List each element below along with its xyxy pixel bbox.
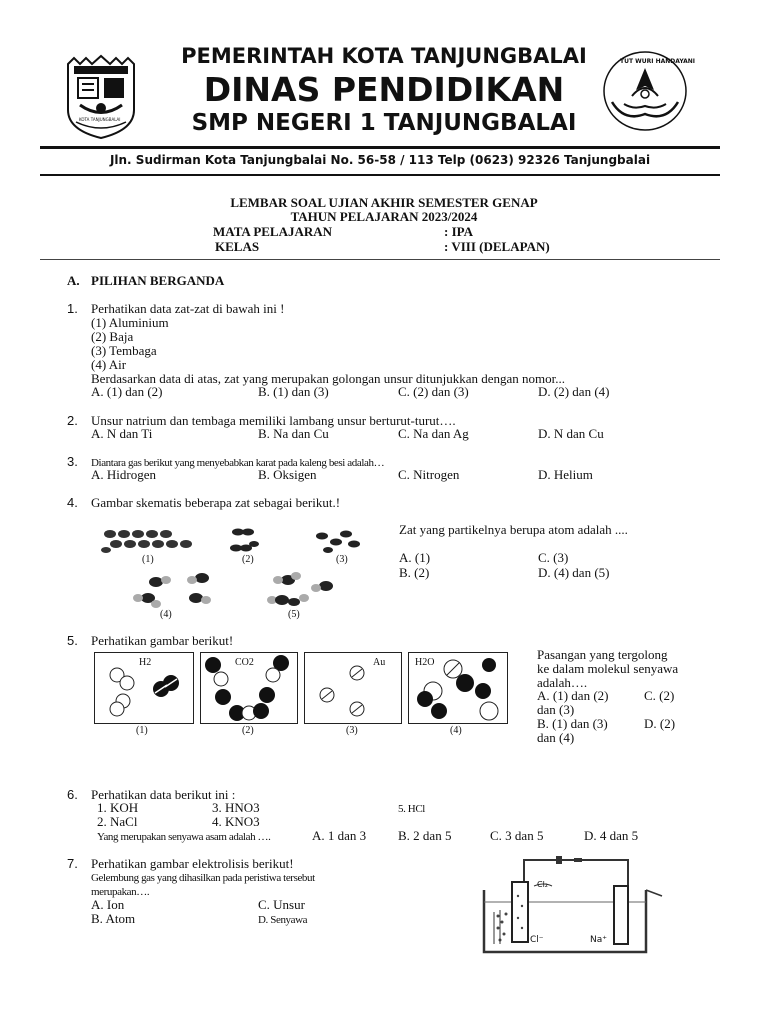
q7-option-c[interactable]: C. Unsur <box>258 897 305 912</box>
q5-box-2-title: CO2 <box>235 657 254 668</box>
q4-fig-label-2: (2) <box>242 554 254 565</box>
header-department: DINAS PENDIDIKAN <box>203 70 565 109</box>
q4-question: Zat yang partikelnya berupa atom adalah .... <box>399 522 628 537</box>
q5-question-line3: adalah…. <box>537 675 588 690</box>
q7-electrolysis-figure <box>478 856 668 956</box>
subject-label: MATA PELAJARAN <box>213 224 333 239</box>
q4-fig-label-4: (4) <box>160 609 172 620</box>
q6-item-5: 5. HCl <box>398 803 425 815</box>
tut-wuri-caption: TUT WURI HANDAYANI <box>620 58 695 65</box>
q5-option-d-cont: dan (4) <box>537 730 575 745</box>
q6-prompt: Perhatikan data berikut ini : <box>91 787 236 802</box>
q2-number: 2. <box>67 413 78 428</box>
exam-year: TAHUN PELAJARAN 2023/2024 <box>290 209 478 224</box>
q2-option-c[interactable]: C. Na dan Ag <box>398 426 469 441</box>
exam-title: LEMBAR SOAL UJIAN AKHIR SEMESTER GENAP <box>230 195 538 210</box>
q5-box-4 <box>408 652 508 724</box>
q1-item-3: (3) Tembaga <box>91 343 157 358</box>
q5-option-a[interactable]: A. (1) dan (2) <box>537 688 609 703</box>
q1-item-1: (1) Aluminium <box>91 315 169 330</box>
q2-option-a[interactable]: A. N dan Ti <box>91 426 153 441</box>
q1-option-a[interactable]: A. (1) dan (2) <box>91 384 163 399</box>
q5-box-1-title: H2 <box>139 657 152 668</box>
q1-option-d[interactable]: D. (2) dan (4) <box>538 384 610 399</box>
q7-line3: merupakan…. <box>91 886 150 898</box>
q5-box-4-title: H2O <box>415 657 435 668</box>
header-school: SMP NEGERI 1 TANJUNGBALAI <box>191 110 577 136</box>
q7-fig-label-cl2: Cl₂ <box>537 880 549 889</box>
q7-fig-label-cl-ion: Cl⁻ <box>530 935 544 945</box>
section-title: PILIHAN BERGANDA <box>91 273 225 288</box>
q6-option-a[interactable]: A. 1 dan 3 <box>312 828 367 843</box>
q3-prompt: Diantara gas berikut yang menyebabkan karat pada kaleng besi adalah… <box>91 457 385 469</box>
q1-option-c[interactable]: C. (2) dan (3) <box>398 384 469 399</box>
q5-label-2: (2) <box>242 725 254 736</box>
header-rule-thick <box>40 146 720 149</box>
q5-number: 5. <box>67 633 78 648</box>
city-emblem-caption: KOTA TANJUNGBALAI <box>79 117 121 122</box>
q4-option-b[interactable]: B. (2) <box>399 565 430 580</box>
q5-box-4-molecules <box>409 653 507 723</box>
q5-box-2 <box>200 652 298 724</box>
title-divider <box>40 259 720 260</box>
header-address: Jln. Sudirman Kota Tanjungbalai No. 56-58 / 113 Telp (0623) 92326 Tanjungbalai <box>109 153 651 167</box>
header-rule-bottom <box>40 174 720 176</box>
q6-item-4: 4. KNO3 <box>212 814 260 829</box>
q4-fig-label-1: (1) <box>142 554 154 565</box>
section-letter: A. <box>67 273 80 288</box>
q5-option-c-cont: dan (3) <box>537 702 575 717</box>
q5-prompt: Perhatikan gambar berikut! <box>91 633 234 648</box>
q3-option-b[interactable]: B. Oksigen <box>258 467 317 482</box>
q1-item-4: (4) Air <box>91 357 127 372</box>
q5-option-c[interactable]: C. (2) <box>644 688 675 703</box>
q4-option-d[interactable]: D. (4) dan (5) <box>538 565 610 580</box>
q3-option-c[interactable]: C. Nitrogen <box>398 467 460 482</box>
q7-line2: Gelembung gas yang dihasilkan pada peristiwa tersebut <box>91 872 315 884</box>
q3-number: 3. <box>67 454 78 469</box>
q1-prompt: Perhatikan data zat-zat di bawah ini ! <box>91 301 285 316</box>
q7-prompt: Perhatikan gambar elektrolisis berikut! <box>91 856 294 871</box>
q3-option-d[interactable]: D. Helium <box>538 467 593 482</box>
q7-fig-label-na-ion: Na⁺ <box>590 935 607 945</box>
class-value: : VIII (DELAPAN) <box>444 239 550 254</box>
q4-option-a[interactable]: A. (1) <box>399 550 431 565</box>
q2-option-d[interactable]: D. N dan Cu <box>538 426 604 441</box>
q5-box-3-atoms <box>305 653 401 723</box>
q5-label-1: (1) <box>136 725 148 736</box>
q6-item-2: 2. NaCl <box>97 814 138 829</box>
q4-particle-figure <box>96 520 386 626</box>
q6-option-c[interactable]: C. 3 dan 5 <box>490 828 544 843</box>
q4-fig-label-3: (3) <box>336 554 348 565</box>
q5-box-1 <box>94 652 194 724</box>
q4-fig-label-5: (5) <box>288 609 300 620</box>
q5-question-line1: Pasangan yang tergolong <box>537 647 668 662</box>
q4-option-c[interactable]: C. (3) <box>538 550 569 565</box>
q5-label-3: (3) <box>346 725 358 736</box>
q1-option-b[interactable]: B. (1) dan (3) <box>258 384 329 399</box>
q1-stem: Berdasarkan data di atas, zat yang merupakan golongan unsur ditunjukkan dengan nomor... <box>91 371 566 386</box>
q6-item-1: 1. KOH <box>97 800 139 815</box>
q4-number: 4. <box>67 495 78 510</box>
q1-item-2: (2) Baja <box>91 329 134 344</box>
q1-number: 1. <box>67 301 78 316</box>
q2-option-b[interactable]: B. Na dan Cu <box>258 426 329 441</box>
q6-option-d[interactable]: D. 4 dan 5 <box>584 828 639 843</box>
header <box>0 0 768 180</box>
q7-option-d[interactable]: D. Senyawa <box>258 914 308 926</box>
q3-option-a[interactable]: A. Hidrogen <box>91 467 156 482</box>
q5-label-4: (4) <box>450 725 462 736</box>
q5-box-1-molecules <box>95 653 193 723</box>
q6-option-b[interactable]: B. 2 dan 5 <box>398 828 452 843</box>
subject-value: : IPA <box>444 224 474 239</box>
q5-box-3 <box>304 652 402 724</box>
class-label: KELAS <box>215 239 260 254</box>
q2-prompt: Unsur natrium dan tembaga memiliki lambang unsur berturut-turut…. <box>91 413 456 428</box>
city-emblem-logo <box>60 50 142 140</box>
q7-option-a[interactable]: A. Ion <box>91 897 125 912</box>
q5-question-line2: ke dalam molekul senyawa <box>537 661 679 676</box>
q5-box-2-molecules <box>201 653 297 723</box>
q5-box-3-title: Au <box>373 657 386 668</box>
q5-option-b[interactable]: B. (1) dan (3) <box>537 716 608 731</box>
q7-option-b[interactable]: B. Atom <box>91 911 136 926</box>
q6-stem: Yang merupakan senyawa asam adalah …. <box>97 831 271 843</box>
q5-option-d[interactable]: D. (2) <box>644 716 676 731</box>
q6-number: 6. <box>67 787 78 802</box>
q7-number: 7. <box>67 856 78 871</box>
header-government: PEMERINTAH KOTA TANJUNGBALAI <box>181 44 587 68</box>
q6-item-3: 3. HNO3 <box>212 800 260 815</box>
q4-prompt: Gambar skematis beberapa zat sebagai berikut.! <box>91 495 341 510</box>
